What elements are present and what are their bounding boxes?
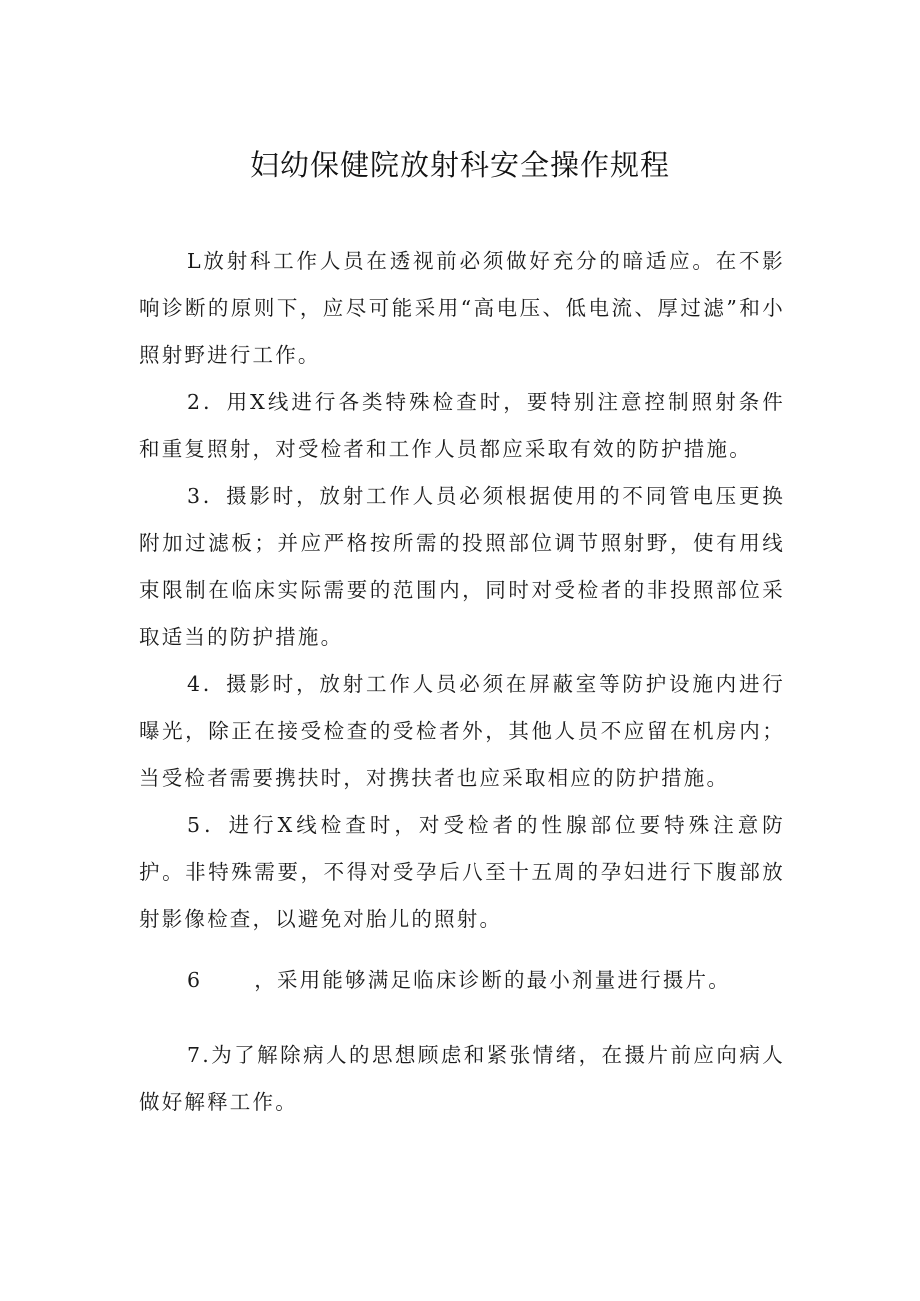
paragraph-5: 5．进行X线检查时，对受检者的性腺部位要特殊注意防护。非特殊需要，不得对受孕后八至十五周的孕妇进行下腹部放射影像检查，以避免对胎儿的照射。 <box>139 813 785 931</box>
document-title: 妇幼保健院放射科安全操作规程 <box>249 148 670 182</box>
paragraph-7: 7.为了解除病人的思想顾虑和紧张情绪，在摄片前应向病人做好解释工作。 <box>139 1043 785 1114</box>
paragraph-1: L放射科工作人员在透视前必须做好充分的暗适应。在不影响诊断的原则下，应尽可能采用“高电压、低电流、厚过滤”和小照射野进行工作。 <box>139 249 785 367</box>
document-body <box>139 238 785 1126</box>
paragraph-6-text: ，采用能够满足临床诊断的最小剂量进行摄片。 <box>254 968 731 992</box>
paragraph-6-number: 6 <box>187 968 203 992</box>
paragraph-6 <box>139 957 785 1004</box>
paragraph-2: 2．用X线进行各类特殊检查时，要特别注意控制照射条件和重复照射，对受检者和工作人员都应采取有效的防护措施。 <box>139 390 785 461</box>
paragraph-3: 3．摄影时，放射工作人员必须根据使用的不同管电压更换附加过滤板；并应严格按所需的投照部位调节照射野，使有用线束限制在临床实际需要的范围内，同时对受检者的非投照部位采取适当的防护措施。 <box>139 484 785 649</box>
paragraph-4: 4．摄影时，放射工作人员必须在屏蔽室等防护设施内进行曝光，除正在接受检查的受检者外，其他人员不应留在机房内；当受检者需要携扶时，对携扶者也应采取相应的防护措施。 <box>139 672 785 790</box>
